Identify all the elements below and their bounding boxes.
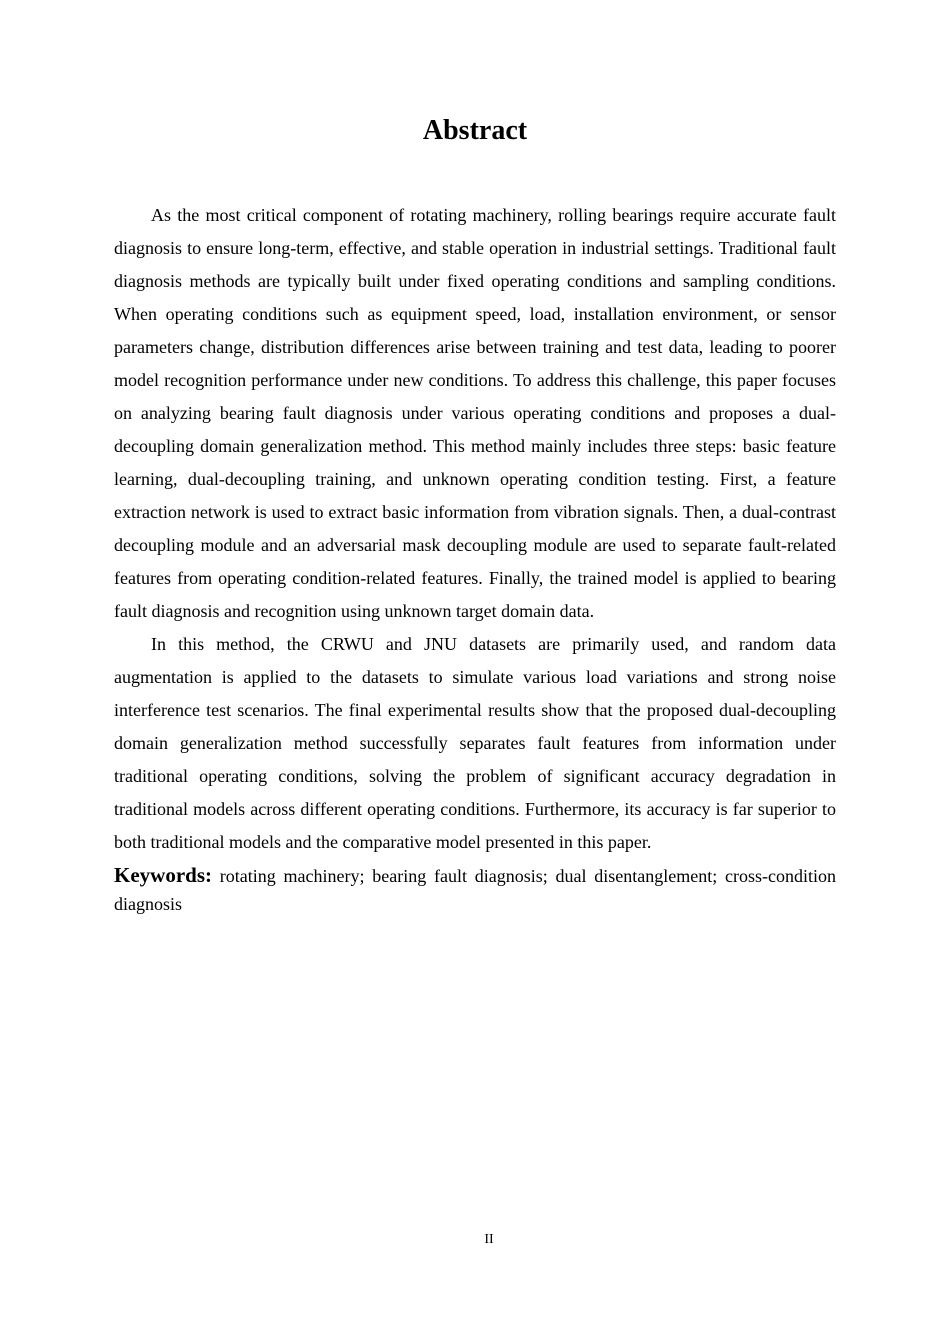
keywords-text: rotating machinery; bearing fault diagnosis; dual disentanglement; cross-condition diagnosis [114,866,837,914]
page-number: II [484,1232,494,1247]
keywords-line [114,861,836,918]
abstract-body [114,199,836,918]
abstract-paragraph-1: As the most critical component of rotating machinery, rolling bearings require accurate fault diagnosis to ensure long-term, effective, and stable operation in industrial settings. Traditional fault diagnosis methods are typically built under fixed operating conditions and sampling conditions. When operating conditions such as equipment speed, load, installation environment, or sensor parameters change, distribution differences arise between training and test data, leading to poorer model recognition performance under new conditions. To address this challenge, this paper focuses on analyzing bearing fault diagnosis under various operating conditions and proposes a dual-decoupling domain generalization method. This method mainly includes three steps: basic feature learning, dual-decoupling training, and unknown operating condition testing. First, a feature extraction network is used to extract basic information from vibration signals. Then, a dual-contrast decoupling module and an adversarial mask decoupling module are used to separate fault-related features from operating condition-related features. Finally, the trained model is applied to bearing fault diagnosis and recognition using unknown target domain data. [114,205,836,621]
keywords-label: Keywords: [114,863,212,887]
abstract-paragraph-2: In this method, the CRWU and JNU datasets are primarily used, and random data augmentation is applied to the datasets to simulate various load variations and strong noise interference test scenarios. The final experimental results show that the proposed dual-decoupling domain generalization method successfully separates fault features from information under traditional operating conditions, solving the problem of significant accuracy degradation in traditional models across different operating conditions. Furthermore, its accuracy is far superior to both traditional models and the comparative model presented in this paper. [114,634,836,852]
abstract-title: Abstract [422,115,528,146]
